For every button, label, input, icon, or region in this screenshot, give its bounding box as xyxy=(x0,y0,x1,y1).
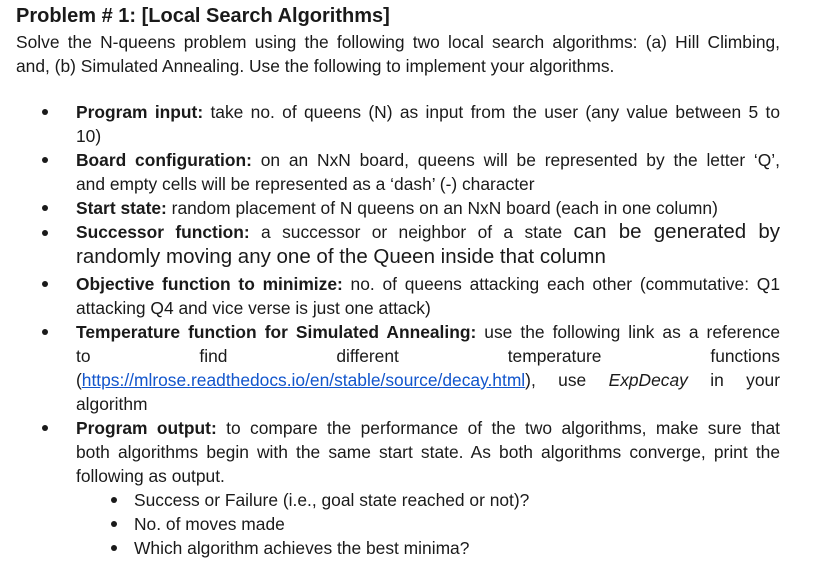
item-program-output-line-3: following as output. xyxy=(76,466,225,486)
item-program-output-line-1 xyxy=(76,416,780,440)
item-text: take no. of queens (N) as input from the user (any value between 5 to xyxy=(203,102,780,122)
item-temperature-line-1 xyxy=(76,320,780,344)
item-text-large: can be generated by xyxy=(573,220,780,243)
intro-line-1: Solve the N-queens problem using the following two local search algorithms: (a) Hill Climbing, xyxy=(16,32,780,52)
bullet-icon xyxy=(42,329,48,335)
bullet-icon xyxy=(42,425,48,431)
subitem-moves-made: No. of moves made xyxy=(134,514,285,534)
subitem-success-failure: Success or Failure (i.e., goal state reached or not)? xyxy=(134,490,530,510)
item-label: Start state: xyxy=(76,198,167,218)
word: temperature xyxy=(507,346,602,366)
item-label: Program input: xyxy=(76,102,204,122)
decay-docs-link[interactable]: https://mlrose.readthedocs.io/en/stable/source/decay.html xyxy=(81,370,526,390)
item-successor-line-1 xyxy=(76,220,780,244)
word: to xyxy=(76,346,91,366)
problem-title: Problem # 1: [Local Search Algorithms] xyxy=(16,5,390,27)
bullet-icon xyxy=(42,281,48,287)
item-text: on an NxN board, queens will be represented by the letter ‘Q’, xyxy=(251,150,780,170)
item-label: Objective function to minimize: xyxy=(76,274,343,294)
item-board-config-line-1 xyxy=(76,148,780,172)
word: your xyxy=(746,370,780,390)
subitem-best-minima: Which algorithm achieves the best minima? xyxy=(134,538,470,558)
item-label: Successor function: xyxy=(76,222,250,242)
item-text: to compare the performance of the two algorithms, make sure that xyxy=(216,418,780,438)
sub-bullet-icon xyxy=(111,497,117,503)
bullet-icon xyxy=(42,230,48,236)
intro-line-2: and, (b) Simulated Annealing. Use the following to implement your algorithms. xyxy=(16,56,615,76)
item-temperature-line-3 xyxy=(76,368,780,392)
word: functions xyxy=(710,346,780,366)
sub-bullet-icon xyxy=(111,521,117,527)
word: in xyxy=(710,370,724,390)
item-text: a successor or neighbor of a state xyxy=(249,222,574,242)
paren-open: ( xyxy=(76,370,82,390)
sub-bullet-icon xyxy=(111,545,117,551)
item-board-config-line-2: and empty cells will be represented as a ‘dash’ (-) character xyxy=(76,174,535,194)
item-label: Program output: xyxy=(76,418,217,438)
item-objective-line-2: attacking Q4 and vice verse is just one attack) xyxy=(76,298,431,318)
item-successor-line-2: randomly moving any one of the Queen inside that column xyxy=(76,245,606,268)
word: use xyxy=(558,370,587,390)
item-program-input-line-2: 10) xyxy=(76,126,102,146)
item-start-state-line-1 xyxy=(76,196,718,220)
paren-close: ), xyxy=(525,370,536,390)
item-label: Board configuration: xyxy=(76,150,252,170)
item-objective-line-1 xyxy=(76,272,780,296)
word: different xyxy=(336,346,399,366)
item-program-input-line-1 xyxy=(76,100,780,124)
item-text: use the following link as a reference xyxy=(476,322,780,342)
word: find xyxy=(199,346,228,366)
expdecay-term: ExpDecay xyxy=(608,370,688,390)
item-program-output-line-2: both algorithms begin with the same start state. As both algorithms converge, print the xyxy=(76,442,780,462)
bullet-icon xyxy=(42,205,48,211)
item-label: Temperature function for Simulated Annealing: xyxy=(76,322,477,342)
item-text: random placement of N queens on an NxN board (each in one column) xyxy=(166,198,718,218)
item-temperature-line-4: algorithm xyxy=(76,394,148,414)
item-temperature-line-2 xyxy=(76,344,780,368)
bullet-icon xyxy=(42,109,48,115)
bullet-icon xyxy=(42,157,48,163)
item-text: no. of queens attacking each other (commutative: Q1 xyxy=(342,274,780,294)
